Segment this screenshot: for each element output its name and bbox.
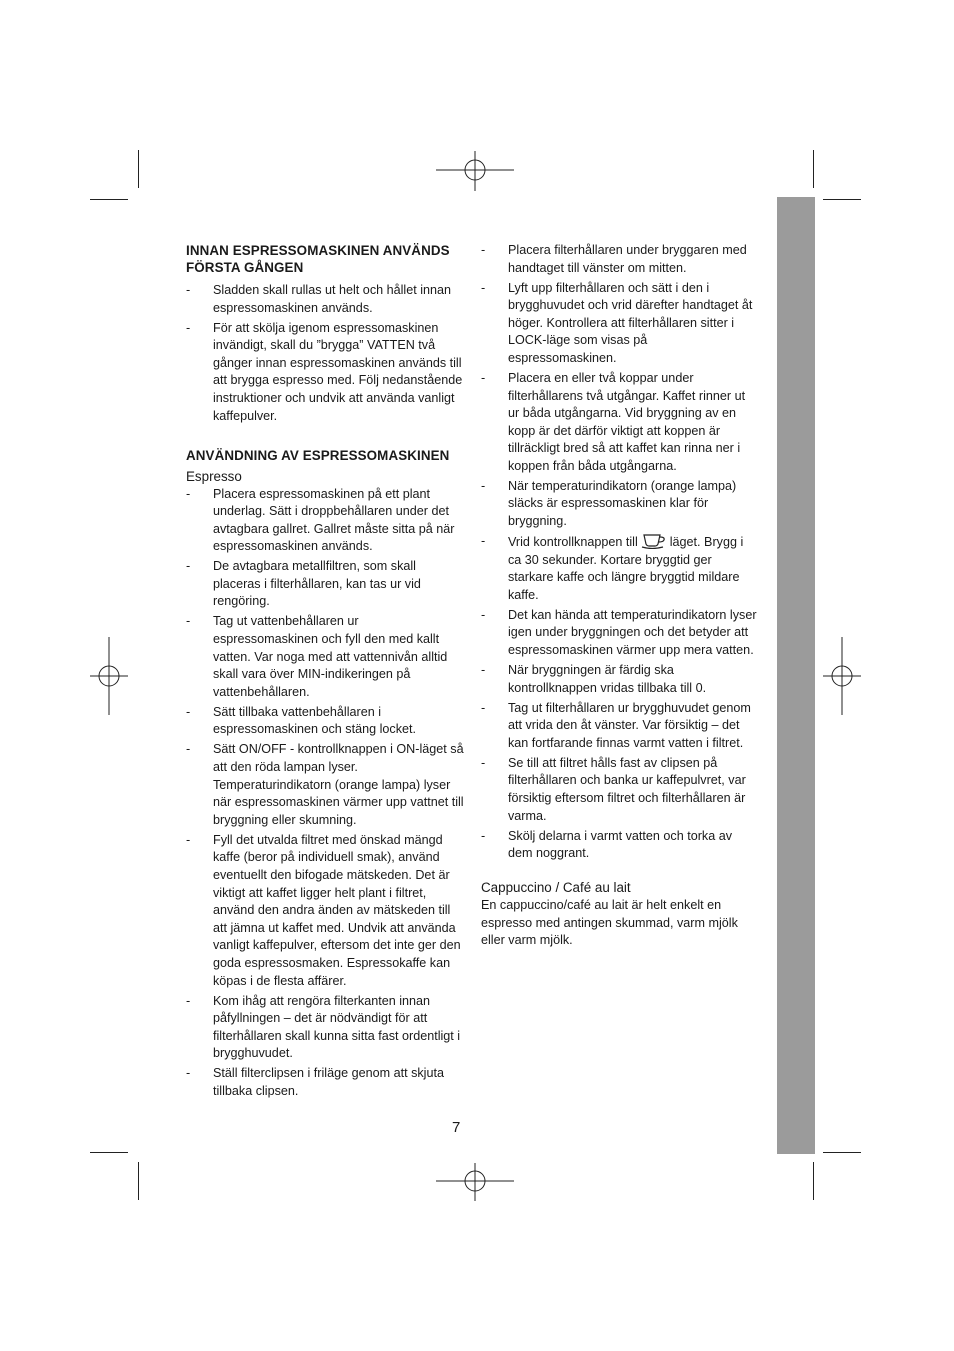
- list-item: - Sladden skall rullas ut helt och hållet innan espressomaskinen används.: [186, 283, 452, 315]
- crop-mark: [813, 150, 814, 188]
- list-item: - När temperaturindikatorn (orange lampa) släcks är espressomaskinen klar för bryggning.: [481, 478, 737, 529]
- page-number: 7: [452, 1119, 461, 1136]
- list-item: - Fyll det utvalda filtret med önskad mängd kaffe (beror på individuell smak), använd eventuellt den bifogade mätskeden. Det är viktigt att kaffet ligger helt plant i filtret, använd den andra änden av mätskeden till att jämna ut kaffet med. Undvik att använda vanligt kaffepulver, eftersom det inte ger den goda espressosmaken. Espressokaffe kan köpas i de flesta affärer.: [186, 832, 461, 988]
- list-item: - Det kan hända att temperaturindikatorn lyser igen under bryggningen och det betyder att espressomaskinen värmer upp mera vatten.: [481, 607, 757, 658]
- section-heading: ANVÄNDNING AV ESPRESSOMASKINEN: [186, 447, 450, 463]
- registration-mark-icon: [436, 1163, 514, 1201]
- list-item: - Placera espressomaskinen på ett plant underlag. Sätt i droppbehållaren under det avtagbara gallret. Gallret måste sitta på när espressomaskinen används.: [186, 486, 455, 554]
- right-column: [481, 242, 759, 950]
- bullet-list: [481, 242, 759, 863]
- list-item: - Se till att filtret hålls fast av clipsen på filterhållaren och banka ur kaffepulvret, var försiktig eftersom filtret och filterhållaren är varma.: [481, 755, 746, 823]
- crop-mark: [138, 150, 139, 188]
- list-item: - Ställ filterclipsen i friläge genom att skjuta tillbaka clipsen.: [186, 1066, 444, 1098]
- bullet-list: [186, 486, 466, 1101]
- list-item: - Tag ut vattenbehållaren ur espressomaskinen och fyll den med kallt vatten. Var noga med att vattennivån alltid skall vara över MIN-indikeringen på vattenbehållaren.: [186, 614, 448, 699]
- registration-mark-icon: [823, 637, 861, 715]
- bullet-list: [186, 282, 466, 425]
- registration-mark-icon: [90, 637, 128, 715]
- list-item: - Placera en eller två koppar under filterhållarens två utgångar. Kaffet rinner ut ur båda utgångarna. Vid bryggning av en kopp är det därför viktigt att koppen är tillräckligt bred så att kaffet kan rinna ner i koppen från båda utgångarna.: [481, 370, 746, 473]
- section-heading: INNAN ESPRESSOMASKINEN ANVÄNDS FÖRSTA GÅNGEN: [186, 243, 450, 275]
- list-item: - Skölj delarna i varmt vatten och torka av dem noggrant.: [481, 828, 732, 861]
- paragraph: En cappuccino/café au lait är helt enkelt en espresso med antingen skummad, varm mjölk eller varm mjölk.: [481, 898, 738, 948]
- left-column: [186, 242, 466, 1103]
- list-item: - Kom ihåg att rengöra filterkanten innan påfyllningen – det är nödvändigt för att filterhållaren skall kunna sitta fast ordentligt i brygghuvudet.: [186, 993, 461, 1061]
- crop-mark: [90, 199, 128, 200]
- list-item: - De avtagbara metallfiltren, som skall placeras i filterhållaren, kan tas ur vid rengöring.: [186, 559, 421, 609]
- list-item: - Tag ut filterhållaren ur brygghuvudet genom att vrida den åt vänster. Var försiktig – det kan fortfarande finnas varmt vatten i filtret.: [481, 700, 751, 750]
- crop-mark: [138, 1162, 139, 1200]
- list-item: - Sätt ON/OFF - kontrollknappen i ON-läget så att den röda lampan lyser. Temperaturindikatorn (orange lampa) lyser när espressomaskinen värmer upp vattnet till bryggning eller skumning.: [186, 742, 464, 827]
- list-item: - Vrid kontrollknappen till läget. Brygg i ca 30 sekunder. Kortare bryggtid ger starkare kaffe och längre bryggtid mildare kaffe.: [481, 534, 744, 602]
- coffee-cup-icon: [640, 533, 668, 549]
- registration-mark-icon: [436, 151, 514, 191]
- list-item: - Placera filterhållaren under bryggaren med handtaget till vänster om mitten.: [481, 243, 747, 275]
- crop-mark: [823, 199, 861, 200]
- crop-mark: [90, 1152, 128, 1153]
- list-item: - Sätt tillbaka vattenbehållaren i espressomaskinen och stäng locket.: [186, 704, 417, 737]
- subheading: Cappuccino / Café au lait: [481, 880, 631, 896]
- crop-mark: [813, 1162, 814, 1200]
- list-item: - För att skölja igenom espressomaskinen invändigt, skall du ”brygga” VATTEN två gånger innan espressomaskinen används till att brygga espresso med. Följ nedanstående instruktioner och undvik att använda vanligt kaffepulver.: [186, 320, 463, 423]
- side-tab: [777, 197, 815, 1154]
- list-item: - Lyft upp filterhållaren och sätt i den i brygghuvudet och vrid därefter handtaget åt höger. Kontrollera att filterhållaren sitter i LOCK-läge som visas på espressomaskinen.: [481, 280, 753, 365]
- crop-mark: [823, 1152, 861, 1153]
- subheading: Espresso: [186, 468, 242, 484]
- list-item: - När bryggningen är färdig ska kontrollknappen vridas tillbaka till 0.: [481, 663, 707, 695]
